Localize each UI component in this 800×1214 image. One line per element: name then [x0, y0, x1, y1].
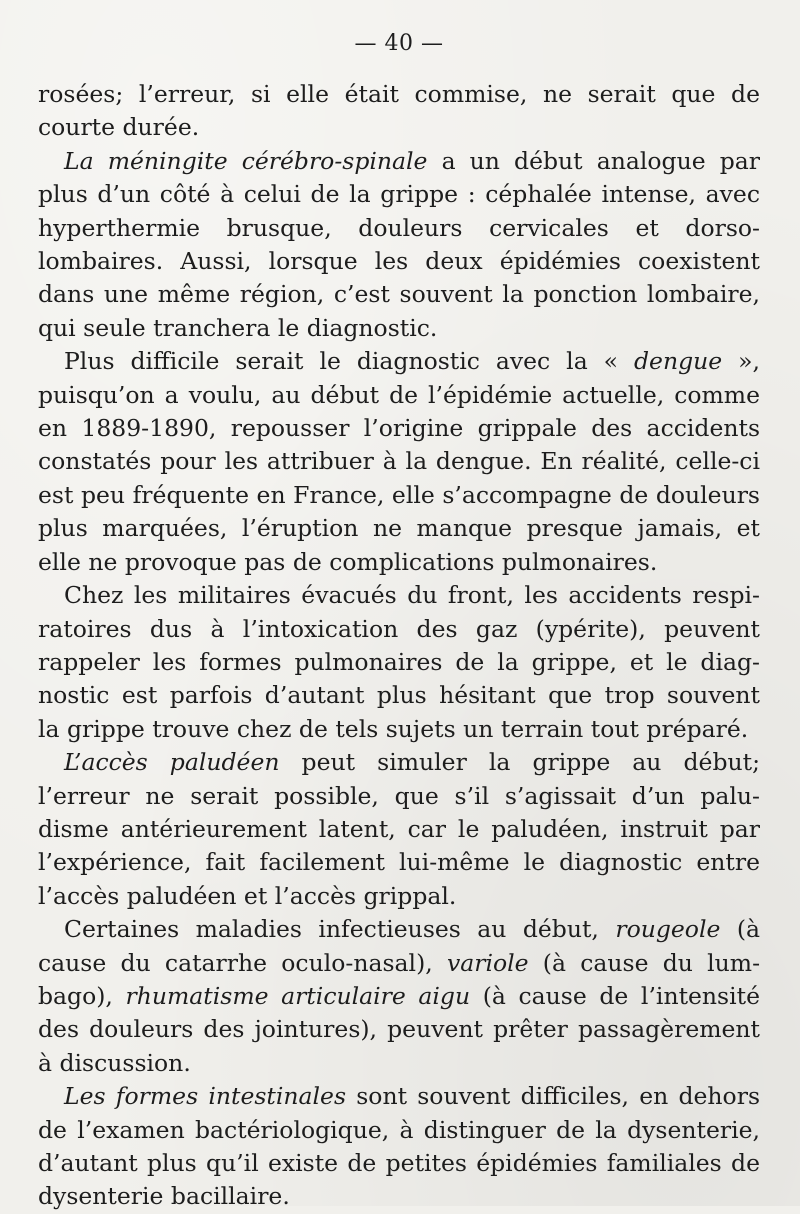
text-line: lombaires. Aussi, lorsque les deux épidémies coexistent: [38, 247, 760, 276]
text-line: l’expérience, fait facilement lui-même le diagnostic entre: [38, 848, 760, 877]
text-fragment: cause du catarrhe oculo-nasal),: [38, 948, 447, 977]
paragraph-militaires: [38, 579, 760, 746]
italic-term: Les formes intestinales: [64, 1082, 347, 1111]
text-line: hyperthermie brusque, douleurs cervicales et dorso-: [38, 213, 760, 242]
text-line: en 1889-1890, repousser l’origine grippale des accidents: [38, 414, 760, 443]
text-line: ratoires dus à l’intoxication des gaz (ypérite), peuvent: [38, 614, 760, 643]
text-line: [38, 345, 760, 378]
text-line: rappeler les formes pulmonaires de la grippe, et le diag-: [38, 647, 760, 676]
text-line: courte durée.: [38, 113, 200, 142]
text-fragment: Plus difficile serait le diagnostic avec la «: [64, 347, 634, 376]
text-line: [38, 145, 760, 178]
text-fragment: (à: [720, 915, 761, 944]
text-line: [38, 947, 760, 980]
text-line: plus marquées, l’éruption ne manque presque jamais, et: [38, 514, 760, 543]
italic-term: dengue: [634, 347, 723, 376]
italic-term: rougeole: [615, 915, 721, 944]
text-line: disme antérieurement latent, car le paludéen, instruit par: [38, 814, 760, 843]
text-line: elle ne provoque pas de complications pulmonaires.: [38, 547, 658, 576]
italic-term: rhumatisme articulaire aigu: [125, 981, 471, 1010]
text-line: l’erreur ne serait possible, que s’il s’agissait d’un palu-: [38, 781, 760, 810]
text-line: nostic est parfois d’autant plus hésitant que trop souvent: [38, 681, 760, 710]
text-line: [38, 1080, 760, 1113]
paragraph-dengue: [38, 345, 760, 579]
text-fragment: peut simuler la grippe au début;: [279, 748, 760, 777]
text-line: plus d’un côté à celui de la grippe : céphalée intense, avec: [38, 180, 760, 209]
text-line: dysenterie bacillaire.: [38, 1182, 290, 1211]
text-line: d’autant plus qu’il existe de petites épidémies familiales de: [38, 1149, 760, 1177]
text-line: l’accès paludéen et l’accès grippal.: [38, 881, 457, 910]
text-line: de l’examen bactériologique, à distinguer de la dysenterie,: [38, 1115, 760, 1144]
paragraph-maladies-infectieuses: [38, 913, 760, 1080]
italic-term: L’accès paludéen: [64, 748, 280, 777]
paragraph-paludeen: [38, 746, 760, 913]
text-line: [38, 913, 760, 946]
text-line: constatés pour les attribuer à la dengue. En réalité, celle-ci: [38, 447, 760, 476]
text-line: qui seule tranchera le diagnostic.: [38, 313, 438, 342]
paragraph-1: [38, 78, 760, 145]
text-fragment: sont souvent difficiles, en dehors: [346, 1082, 760, 1111]
text-line: des douleurs des jointures), peuvent prêter passagèrement: [38, 1015, 760, 1044]
text-line: puisqu’on a voulu, au début de l’épidémie actuelle, comme: [38, 380, 760, 409]
text-fragment: bago),: [38, 981, 126, 1010]
text-line: la grippe trouve chez de tels sujets un terrain tout préparé.: [38, 714, 749, 743]
text-fragment: a un début analogue par: [427, 146, 760, 175]
text-line: [38, 746, 760, 779]
text-line: rosées; l’erreur, si elle était commise, ne serait que de: [38, 80, 760, 108]
text-line: [38, 980, 760, 1013]
italic-term: La méningite cérébro-spinale: [64, 146, 428, 175]
text-line: à discussion.: [38, 1048, 191, 1077]
text-fragment: Certaines maladies infectieuses au début,: [64, 915, 616, 944]
italic-term: variole: [446, 948, 529, 977]
paragraph-meningite: [38, 145, 760, 345]
page-number: — 40 —: [354, 31, 444, 56]
text-fragment: (à cause de l’intensité: [470, 981, 760, 1010]
text-line: Chez les militaires évacués du front, les accidents respi-: [64, 581, 760, 610]
text-line: est peu fréquente en France, elle s’accompagne de douleurs: [38, 480, 760, 509]
text-line: dans une même région, c’est souvent la ponction lombaire,: [38, 280, 760, 309]
text-fragment: »,: [722, 347, 760, 376]
paragraph-formes-intestinales: [38, 1080, 760, 1214]
text-fragment: (à cause du lum-: [528, 948, 761, 977]
